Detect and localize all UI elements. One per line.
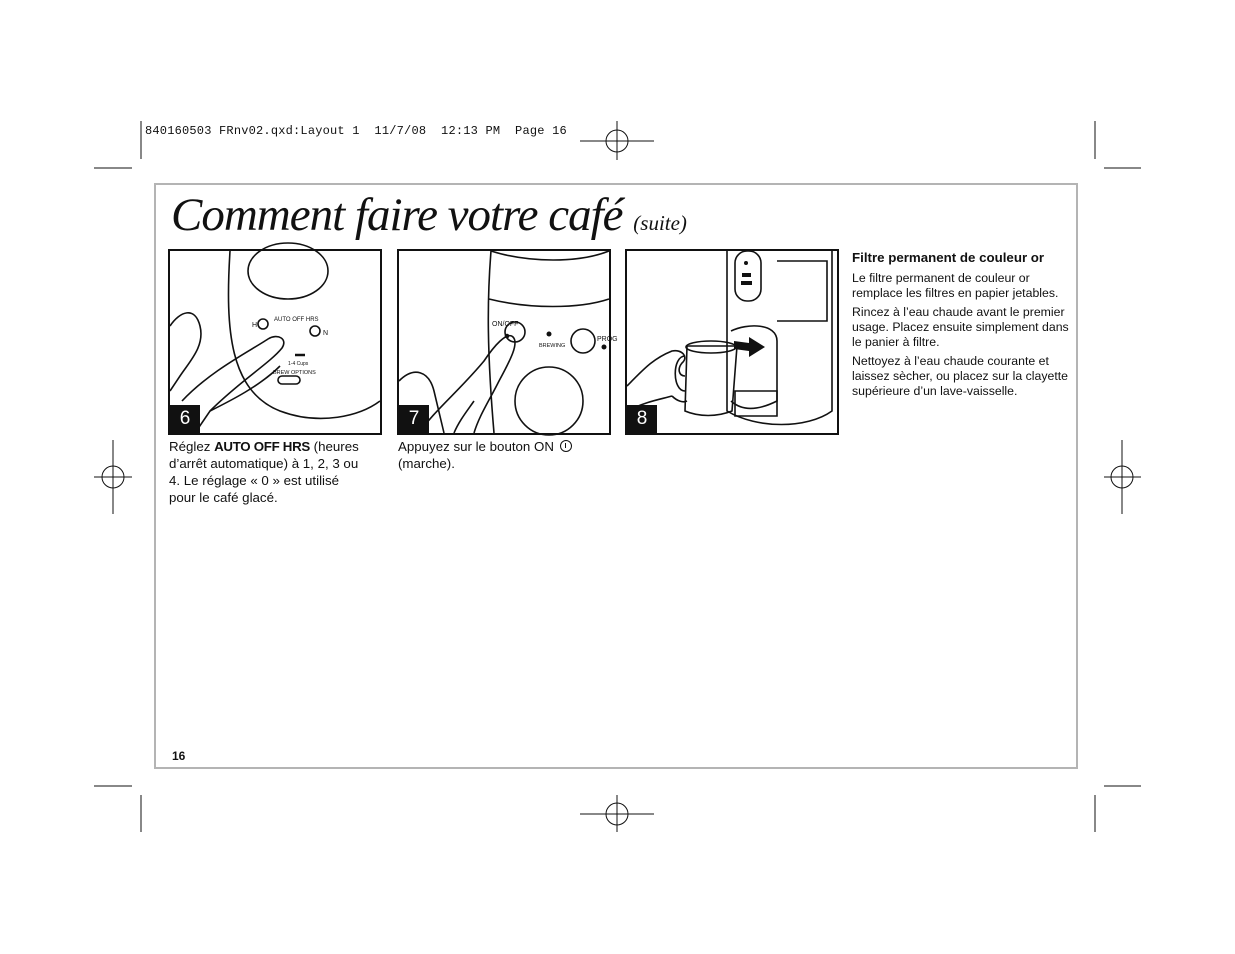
step-6-illustration [168,249,382,435]
gold-filter-paragraph: Le filtre permanent de couleur or remplace les filtres en papier jetables. [852,271,1059,300]
print-slug-line: 840160503 FRnv02.qxd:Layout 1 11/7/08 12:13 PM Page 16 [145,124,567,138]
step-number-badge: 8 [627,405,657,433]
label-prog: PROG [597,336,618,343]
step-6-caption [169,438,369,506]
gold-filter-heading: Filtre permanent de couleur or [852,250,1045,265]
label-cups: 1-4 Cups [288,361,309,367]
control-panel-drawing [170,251,380,433]
step-7-illustration [397,249,618,435]
label-on-off: ON/OFF [492,321,519,328]
page-title [171,188,687,242]
caption-bold-label: AUTO OFF HRS [214,439,310,454]
label-n: N [323,330,329,337]
caption-text: Appuyez sur le bouton ON [398,439,554,454]
coffee-maker-mug-drawing [627,251,837,433]
caption-text-end: (marche). [398,456,455,471]
label-auto-off: AUTO OFF HRS [274,317,319,323]
step-number-badge: 6 [170,405,200,433]
on-off-button-drawing [399,251,618,433]
page-title-main: Comment faire votre café [171,189,623,241]
gold-filter-paragraph: Nettoyez à l’eau chaude courante et laissez sècher, ou placez sur la clayette supérieure d’un lave-vaisselle. [852,354,1068,398]
power-icon [560,440,572,452]
label-brew-options: BREW OPTIONS [273,370,316,376]
caption-text-end: (heures d’arrêt automatique) à 1, 2, 3 ou 4. Le réglage « 0 » est utilisé pour le café glacé. [169,439,359,505]
registration-mark-bottom [580,795,654,832]
registration-mark-top [580,121,654,160]
page-number: 16 [172,749,186,763]
caption-text: Réglez [169,439,215,454]
label-h: H [252,322,258,329]
page-title-sub: (suite) [633,211,687,235]
label-brewing: BREWING [539,343,566,349]
step-7-caption [398,438,598,472]
step-8-illustration [625,249,839,435]
registration-mark-right [1104,440,1141,514]
step-number-badge: 7 [399,405,429,433]
registration-mark-left [94,440,132,514]
gold-filter-info [852,250,1074,403]
gold-filter-paragraph: Rincez à l’eau chaude avant le premier usage. Placez ensuite simplement dans le panier à filtre. [852,305,1069,349]
